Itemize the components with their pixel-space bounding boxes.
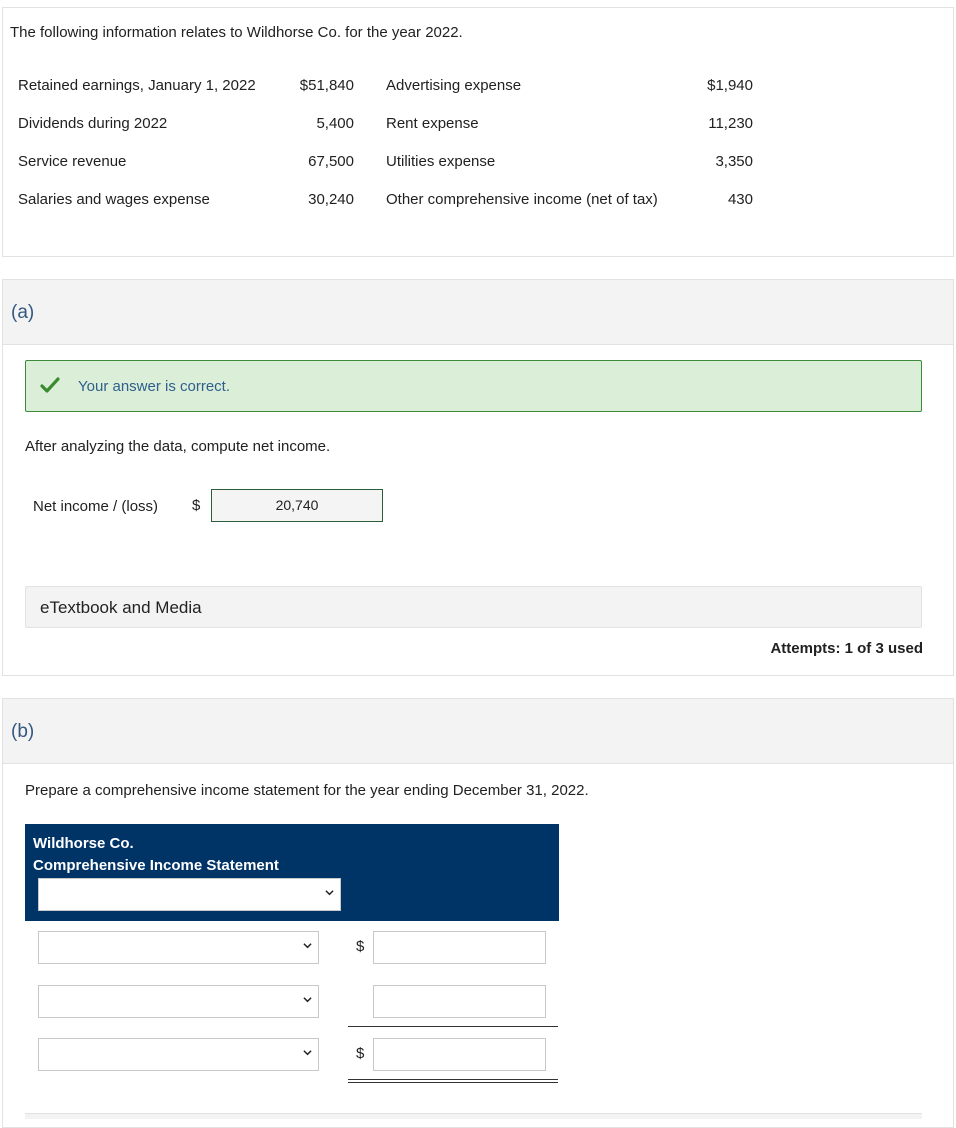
data-value: 430 xyxy=(727,191,753,208)
currency-symbol: $ xyxy=(356,1045,365,1062)
problem-intro-card xyxy=(2,7,954,257)
data-value: 67,500 xyxy=(308,153,354,170)
net-income-input[interactable]: 20,740 xyxy=(211,489,383,522)
chevron-down-icon xyxy=(325,888,334,897)
part-letter: (a) xyxy=(11,302,35,323)
part-letter: (b) xyxy=(11,721,35,742)
etextbook-media-button[interactable] xyxy=(25,586,922,628)
amount-input[interactable] xyxy=(373,931,546,964)
attempts-counter: Attempts: 1 of 3 used xyxy=(770,640,923,657)
part-a-header xyxy=(3,280,953,345)
part-b-question: Prepare a comprehensive income statement for the year ending December 31, 2022. xyxy=(25,782,589,799)
data-label: Service revenue xyxy=(18,153,127,170)
part-a-question: After analyzing the data, compute net income. xyxy=(25,438,331,455)
correct-answer-banner xyxy=(25,360,922,412)
double-rule-bottom xyxy=(348,1082,558,1083)
data-label: Dividends during 2022 xyxy=(18,115,168,132)
data-label: Rent expense xyxy=(386,115,479,132)
total-rule xyxy=(348,1026,558,1027)
data-value: 3,350 xyxy=(715,153,753,170)
amount-input[interactable] xyxy=(373,985,546,1018)
period-select[interactable] xyxy=(38,878,341,911)
amount-input[interactable] xyxy=(373,1038,546,1071)
data-value: $51,840 xyxy=(299,77,354,94)
chevron-down-icon xyxy=(303,1048,312,1057)
data-label: Utilities expense xyxy=(386,153,496,170)
chevron-down-icon xyxy=(303,995,312,1004)
data-value: $1,940 xyxy=(707,77,753,94)
statement-title: Comprehensive Income Statement xyxy=(33,857,279,874)
correct-text: Your answer is correct. xyxy=(78,378,231,395)
data-label: Other comprehensive income (net of tax) xyxy=(386,191,658,208)
data-value: 11,230 xyxy=(708,115,753,132)
etextbook-label: eTextbook and Media xyxy=(40,598,202,617)
company-name: Wildhorse Co. xyxy=(33,835,134,852)
net-income-label: Net income / (loss) xyxy=(33,498,159,515)
checkmark-icon xyxy=(40,375,60,395)
chevron-down-icon xyxy=(303,941,312,950)
line-item-select[interactable] xyxy=(38,931,319,964)
data-label: Salaries and wages expense xyxy=(18,191,210,208)
currency-symbol: $ xyxy=(356,938,365,955)
part-b-header xyxy=(3,699,953,764)
statement-header xyxy=(25,824,559,921)
data-label: Advertising expense xyxy=(386,77,522,94)
data-value: 30,240 xyxy=(308,191,354,208)
data-value: 5,400 xyxy=(316,115,354,132)
currency-symbol: $ xyxy=(192,497,201,514)
line-item-select[interactable] xyxy=(38,985,319,1018)
problem-statement: The following information relates to Wildhorse Co. for the year 2022. xyxy=(10,24,463,41)
data-label: Retained earnings, January 1, 2022 xyxy=(18,77,256,94)
double-rule-top xyxy=(348,1079,558,1080)
next-section-edge xyxy=(25,1113,922,1119)
line-item-select[interactable] xyxy=(38,1038,319,1071)
